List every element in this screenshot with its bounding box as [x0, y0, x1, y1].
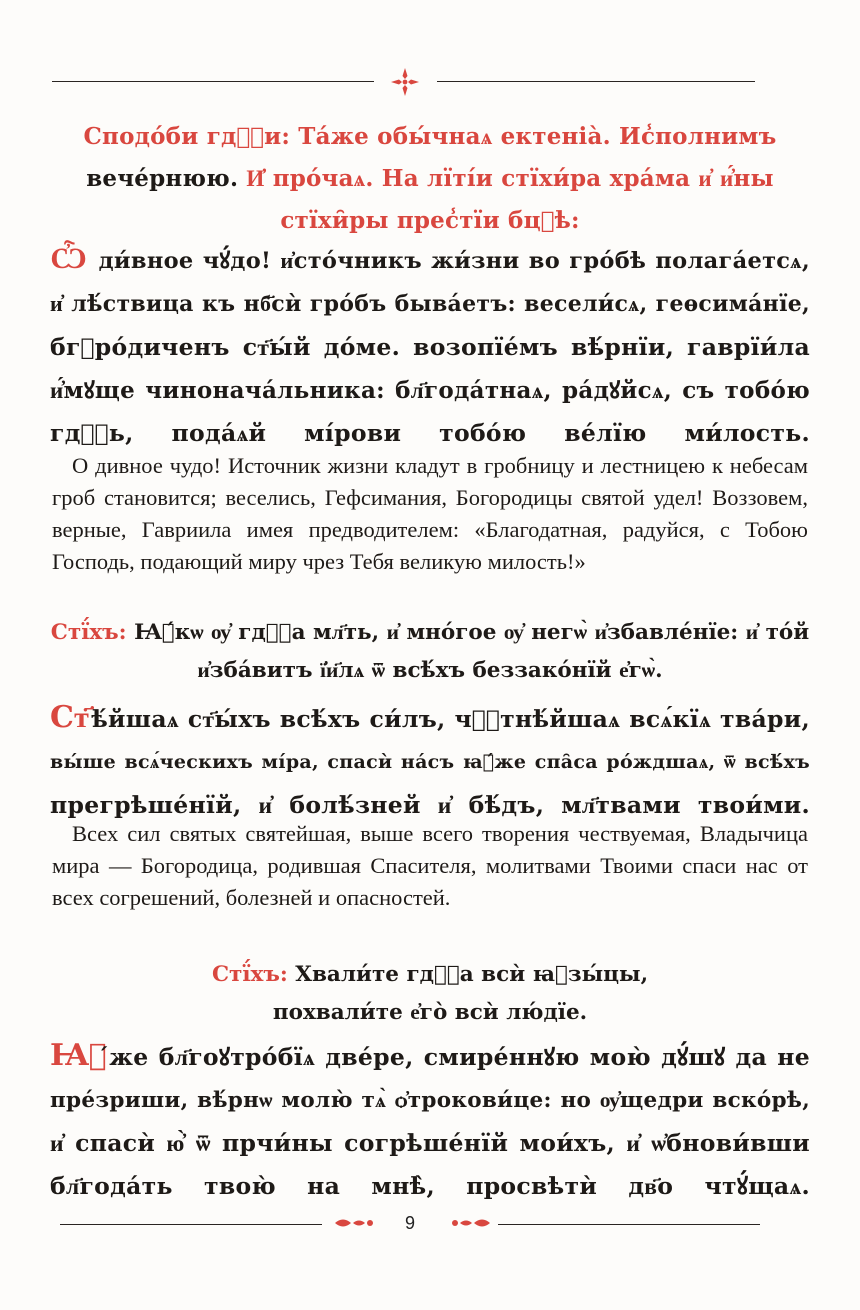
slav1-line-3: бгⷪро́диченъ ст҃ы́й до́ме. возопїе́мъ вѣ́рнїи, гаврїи́ла — [50, 333, 810, 361]
slav2-line-2: вы́ше всѧ́ческихъ мі́ра, спасѝ на́съ ꙗ҆́же спа̑са ро́ждшаѧ, ѿ всѣ́хъ — [50, 751, 810, 773]
russian-translation-2: Всех сил святых святейшая, выше всего творения чествуемая, Владычица мира — Богородица, родившая Спасителя, молитвами Твоими спаси нас от всех согрешений, болезней и опасностей. — [52, 821, 808, 910]
drop-cap-3: Ꙗ҆ — [50, 1038, 107, 1073]
verse-1 — [50, 614, 810, 690]
header-rule-right — [437, 81, 755, 82]
slav2-line-1: ѣ́йшаѧ ст҃ы́хъ всѣ́хъ си́лъ, чⷭ҇тнѣ́йшаѧ всѧ́кїѧ тва́ри, — [91, 705, 810, 733]
slav3-line-3: и҆ спасѝ ю҆̀ ѿ прчи́ны согрѣше́нїй мои́хъ, и҆ ѡ҆бнови́вши — [50, 1129, 810, 1157]
slav1-line-4: и҆́мꙋще чинонача́льника: бл҃года́тнаѧ, ра́дꙋйсѧ, съ тобо́ю — [50, 377, 810, 404]
slav3-line-4: бл҃года́ть твою̀ на мнѣ̀, просвѣтѝ дв҃о чтꙋ́щаѧ. — [50, 1172, 810, 1200]
rubric-1-part4: И҆ про́чаѧ. На лїті́и стїхи́ра хра́ма и҆ и҆́ны — [246, 165, 774, 192]
ornament-right-icon — [450, 1216, 492, 1230]
page-number: 9 — [404, 1213, 415, 1233]
verse-1-line1: Ꙗ҆́кѡ ѹ҆ гдⷭ҇а мл҃ть, и҆ мно́гое ѹ҆ негѡ̀ и҆збавле́нїе: и҆ то́й — [134, 620, 810, 645]
verse-2-line1: Хвали́те гдⷭ҇а всѝ ꙗ҆зы́цы, — [295, 962, 649, 987]
verse-2 — [50, 956, 810, 1032]
slav1-line-1: ди́вное чꙋ́до! и҆сто́чникъ жи́зни во гро́бѣ полага́етсѧ, — [89, 248, 810, 274]
cross-icon — [389, 66, 421, 98]
header-rule-left — [52, 81, 374, 82]
drop-cap-1: Ѽ — [50, 241, 88, 276]
rubric-1-part5: стїхи̑ры прес̾тїи бцⷣѣ: — [280, 207, 580, 234]
footer-rule-right — [498, 1224, 760, 1225]
slav2-line-3: прегрѣше́нїй, и҆ болѣ́зней и҆ бѣ́дъ, мл҃твами твои́ми. — [50, 791, 810, 819]
rubric-1-part1: Сподо́би гдⷭ҇и: — [83, 123, 291, 150]
ornament-left-icon — [333, 1216, 375, 1230]
slav1-line-2: и҆ лѣ́ствица къ нб҃сѝ гро́бъ быва́етъ: весели́сѧ, геѳсима́нїе, — [50, 291, 810, 317]
slavonic-stichera-2 — [50, 698, 810, 827]
russian-translation-1: О дивное чудо! Источник жизни кладут в гробницу и лестницею к небесам гроб становится; веселись, Гефсимания, Богородицы святой удел! Воззовем, верные, Гавриила имея предводителем: «Благодатная, радуйся, с Тобою Господь, подающий миру чрез Тебя великую милость!» — [52, 453, 808, 574]
slav3-line-2: пре́зриши, вѣ́рнѡ молю̀ тѧ̀ ѻ҆трокови́це: но ѹ҆щедри вско́рѣ, — [50, 1088, 810, 1113]
slav1-line-5: гдⷭ҇ь, пода́ѧй мі́рови тобо́ю ве́лїю ми́лость. — [50, 419, 810, 447]
verse-1-label: Стї́хъ: — [50, 620, 127, 645]
verse-1-line2: и҆зба́витъ ї҆и҃лѧ ѿ всѣ́хъ беззако́нїй е҆гѡ̀. — [197, 658, 663, 683]
slav3-line-1: ́же бл҃гоꙋтро́бїѧ две́ре, смире́ннꙋю мою̀ дꙋ́шꙋ да не — [108, 1043, 810, 1071]
rubric-1 — [50, 116, 810, 242]
rubric-1-part2: Та́же обы́чнаѧ ектеніа̀. Ис̾полнимъ — [298, 123, 777, 150]
slavonic-stichera-1 — [50, 240, 810, 455]
slavonic-stichera-3 — [50, 1036, 810, 1208]
footer-rule-left — [60, 1224, 322, 1225]
verse-2-label: Стї́хъ: — [211, 962, 288, 987]
drop-cap-2: Ст҃ — [50, 700, 90, 735]
verse-2-line2: похвали́те е҆го̀ всѝ лю́дїе. — [272, 1000, 588, 1025]
rubric-1-part3: вече́рнюю. — [86, 165, 239, 192]
